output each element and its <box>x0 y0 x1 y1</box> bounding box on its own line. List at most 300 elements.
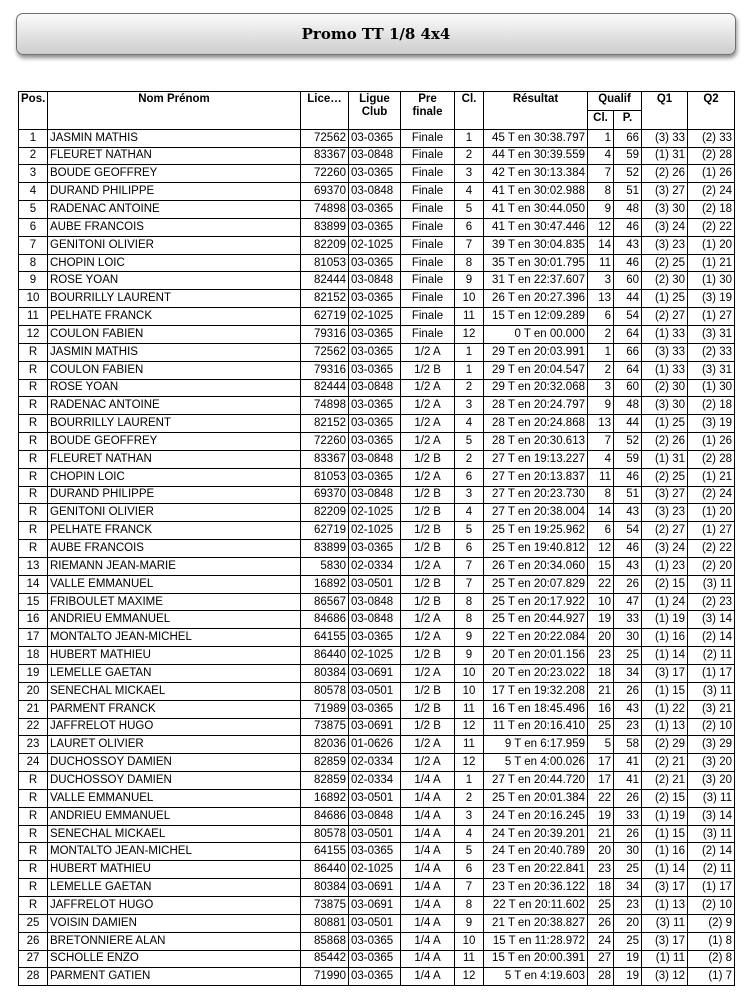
cell-cl: 3 <box>455 486 484 504</box>
cell-name: BOUDE GEOFFREY <box>48 433 301 451</box>
cell-cl: 5 <box>455 433 484 451</box>
table-row <box>19 165 735 183</box>
cell-resultat: 17 T en 19:32.208 <box>484 682 588 700</box>
cell-name: ANDRIEU EMMANUEL <box>48 807 301 825</box>
cell-ligue-club: 03-0365 <box>349 165 401 183</box>
cell-name: VALLE EMMANUEL <box>48 789 301 807</box>
cell-qualif-cl: 9 <box>588 397 614 415</box>
cell-qualif-p: 19 <box>614 968 642 986</box>
cell-cl: 10 <box>455 682 484 700</box>
cell-name: FRIBOULET MAXIME <box>48 593 301 611</box>
cell-name: BOURRILLY LAURENT <box>48 415 301 433</box>
cell-ligue-club: 03-0365 <box>349 700 401 718</box>
cell-cl: 7 <box>455 879 484 897</box>
header-resultat: Résultat <box>484 92 588 130</box>
cell-resultat: 21 T en 20:38.827 <box>484 914 588 932</box>
cell-phase: Finale <box>401 147 455 165</box>
cell-pos: 17 <box>19 629 48 647</box>
cell-pos: 12 <box>19 325 48 343</box>
cell-cl: 10 <box>455 665 484 683</box>
cell-cl: 4 <box>455 825 484 843</box>
cell-cl: 9 <box>455 272 484 290</box>
cell-resultat: 29 T en 20:04.547 <box>484 361 588 379</box>
cell-cl: 8 <box>455 611 484 629</box>
cell-qualif-cl: 1 <box>588 129 614 147</box>
cell-qualif-cl: 3 <box>588 379 614 397</box>
cell-q1: (2) 21 <box>642 754 688 772</box>
table-row <box>19 379 735 397</box>
cell-name: DURAND PHILIPPE <box>48 486 301 504</box>
cell-q2: (3) 20 <box>688 754 735 772</box>
cell-qualif-p: 25 <box>614 932 642 950</box>
cell-pos: 9 <box>19 272 48 290</box>
cell-licence: 85442 <box>301 950 349 968</box>
cell-pos: R <box>19 879 48 897</box>
cell-qualif-p: 58 <box>614 736 642 754</box>
cell-qualif-cl: 20 <box>588 629 614 647</box>
cell-qualif-p: 30 <box>614 843 642 861</box>
cell-name: VALLE EMMANUEL <box>48 575 301 593</box>
cell-qualif-cl: 13 <box>588 290 614 308</box>
cell-name: PELHATE FRANCK <box>48 522 301 540</box>
cell-pos: R <box>19 450 48 468</box>
cell-q1: (1) 19 <box>642 611 688 629</box>
cell-name: DURAND PHILIPPE <box>48 183 301 201</box>
cell-phase: 1/2 B <box>401 682 455 700</box>
cell-qualif-cl: 11 <box>588 254 614 272</box>
cell-q2: (2) 8 <box>688 950 735 968</box>
cell-qualif-p: 44 <box>614 415 642 433</box>
table-row <box>19 896 735 914</box>
cell-name: ANDRIEU EMMANUEL <box>48 611 301 629</box>
cell-phase: 1/4 A <box>401 843 455 861</box>
cell-resultat: 25 T en 20:44.927 <box>484 611 588 629</box>
cell-q2: (2) 24 <box>688 183 735 201</box>
cell-licence: 71989 <box>301 700 349 718</box>
cell-qualif-cl: 28 <box>588 968 614 986</box>
cell-licence: 64155 <box>301 629 349 647</box>
header-q1: Q1 <box>642 92 688 130</box>
cell-phase: 1/2 A <box>401 468 455 486</box>
cell-qualif-cl: 23 <box>588 861 614 879</box>
cell-phase: Finale <box>401 129 455 147</box>
cell-name: COULON FABIEN <box>48 361 301 379</box>
cell-name: BRETONNIERE ALAN <box>48 932 301 950</box>
cell-licence: 82152 <box>301 290 349 308</box>
cell-licence: 71990 <box>301 968 349 986</box>
cell-phase: 1/4 A <box>401 914 455 932</box>
cell-q1: (3) 27 <box>642 183 688 201</box>
cell-licence: 86440 <box>301 647 349 665</box>
cell-q1: (2) 30 <box>642 272 688 290</box>
cell-q1: (1) 16 <box>642 843 688 861</box>
cell-pos: 6 <box>19 218 48 236</box>
cell-name: MONTALTO JEAN-MICHEL <box>48 843 301 861</box>
cell-phase: 1/2 B <box>401 700 455 718</box>
cell-cl: 12 <box>455 754 484 772</box>
cell-q1: (3) 17 <box>642 932 688 950</box>
cell-q1: (1) 15 <box>642 825 688 843</box>
cell-q2: (3) 11 <box>688 682 735 700</box>
cell-q2: (3) 11 <box>688 789 735 807</box>
cell-resultat: 27 T en 20:44.720 <box>484 772 588 790</box>
cell-licence: 84686 <box>301 807 349 825</box>
table-row <box>19 201 735 219</box>
cell-qualif-cl: 22 <box>588 789 614 807</box>
table-row <box>19 807 735 825</box>
cell-name: FLEURET NATHAN <box>48 147 301 165</box>
table-row <box>19 343 735 361</box>
cell-licence: 72260 <box>301 165 349 183</box>
cell-qualif-cl: 27 <box>588 950 614 968</box>
table-row <box>19 825 735 843</box>
cell-ligue-club: 03-0365 <box>349 325 401 343</box>
cell-qualif-cl: 5 <box>588 736 614 754</box>
cell-qualif-cl: 2 <box>588 361 614 379</box>
cell-phase: Finale <box>401 290 455 308</box>
cell-qualif-cl: 8 <box>588 183 614 201</box>
cell-qualif-p: 20 <box>614 914 642 932</box>
cell-qualif-cl: 24 <box>588 932 614 950</box>
cell-name: AUBE FRANCOIS <box>48 218 301 236</box>
cell-pos: 19 <box>19 665 48 683</box>
cell-cl: 3 <box>455 807 484 825</box>
cell-pos: R <box>19 825 48 843</box>
cell-cl: 8 <box>455 593 484 611</box>
cell-name: HUBERT MATHIEU <box>48 861 301 879</box>
cell-cl: 3 <box>455 165 484 183</box>
cell-licence: 82444 <box>301 272 349 290</box>
cell-name: LEMELLE GAETAN <box>48 665 301 683</box>
cell-name: AUBE FRANCOIS <box>48 540 301 558</box>
cell-q2: (1) 26 <box>688 433 735 451</box>
cell-cl: 4 <box>455 504 484 522</box>
cell-q2: (3) 11 <box>688 825 735 843</box>
table-row <box>19 486 735 504</box>
cell-licence: 83367 <box>301 147 349 165</box>
cell-ligue-club: 03-0848 <box>349 486 401 504</box>
cell-pos: 5 <box>19 201 48 219</box>
cell-licence: 64155 <box>301 843 349 861</box>
table-row <box>19 290 735 308</box>
cell-qualif-p: 66 <box>614 343 642 361</box>
cell-resultat: 28 T en 20:24.797 <box>484 397 588 415</box>
cell-pos: 23 <box>19 736 48 754</box>
cell-phase: 1/2 A <box>401 611 455 629</box>
cell-qualif-cl: 26 <box>588 914 614 932</box>
cell-ligue-club: 03-0365 <box>349 397 401 415</box>
cell-cl: 9 <box>455 914 484 932</box>
cell-pos: R <box>19 843 48 861</box>
table-row <box>19 433 735 451</box>
cell-qualif-p: 46 <box>614 468 642 486</box>
cell-qualif-p: 60 <box>614 272 642 290</box>
cell-resultat: 16 T en 18:45.496 <box>484 700 588 718</box>
cell-qualif-p: 26 <box>614 789 642 807</box>
cell-licence: 82209 <box>301 236 349 254</box>
cell-name: HUBERT MATHIEU <box>48 647 301 665</box>
cell-qualif-cl: 11 <box>588 468 614 486</box>
cell-ligue-club: 03-0365 <box>349 932 401 950</box>
table-row <box>19 914 735 932</box>
cell-qualif-p: 66 <box>614 129 642 147</box>
cell-name: MONTALTO JEAN-MICHEL <box>48 629 301 647</box>
cell-licence: 80881 <box>301 914 349 932</box>
cell-qualif-p: 51 <box>614 183 642 201</box>
table-row <box>19 682 735 700</box>
cell-q2: (2) 11 <box>688 861 735 879</box>
cell-resultat: 29 T en 20:32.068 <box>484 379 588 397</box>
cell-qualif-cl: 4 <box>588 450 614 468</box>
cell-q2: (3) 20 <box>688 772 735 790</box>
cell-qualif-cl: 12 <box>588 218 614 236</box>
cell-qualif-p: 64 <box>614 361 642 379</box>
cell-pos: 27 <box>19 950 48 968</box>
header-pre-finale: Pre finale <box>401 92 455 130</box>
cell-q2: (3) 11 <box>688 575 735 593</box>
cell-name: SENECHAL MICKAEL <box>48 682 301 700</box>
cell-licence: 73875 <box>301 896 349 914</box>
cell-qualif-p: 26 <box>614 682 642 700</box>
cell-pos: R <box>19 807 48 825</box>
cell-ligue-club: 03-0691 <box>349 665 401 683</box>
cell-q2: (1) 21 <box>688 254 735 272</box>
cell-ligue-club: 02-1025 <box>349 236 401 254</box>
table-row <box>19 772 735 790</box>
cell-phase: 1/4 A <box>401 950 455 968</box>
cell-phase: 1/4 A <box>401 807 455 825</box>
cell-licence: 80578 <box>301 825 349 843</box>
page-title-bar <box>16 13 736 55</box>
cell-phase: 1/2 A <box>401 754 455 772</box>
table-row <box>19 593 735 611</box>
cell-qualif-cl: 12 <box>588 540 614 558</box>
cell-licence: 74898 <box>301 201 349 219</box>
cell-resultat: 5 T en 4:00.026 <box>484 754 588 772</box>
cell-q2: (2) 18 <box>688 397 735 415</box>
cell-ligue-club: 03-0365 <box>349 629 401 647</box>
cell-pos: R <box>19 789 48 807</box>
cell-name: PARMENT FRANCK <box>48 700 301 718</box>
cell-resultat: 24 T en 20:39.201 <box>484 825 588 843</box>
cell-ligue-club: 03-0691 <box>349 896 401 914</box>
cell-phase: 1/2 B <box>401 540 455 558</box>
cell-qualif-p: 33 <box>614 807 642 825</box>
cell-phase: 1/2 A <box>401 629 455 647</box>
cell-name: JAFFRELOT HUGO <box>48 718 301 736</box>
cell-q2: (1) 7 <box>688 968 735 986</box>
cell-q1: (1) 31 <box>642 450 688 468</box>
table-row <box>19 272 735 290</box>
cell-name: BOURRILLY LAURENT <box>48 290 301 308</box>
cell-licence: 69370 <box>301 183 349 201</box>
cell-ligue-club: 03-0501 <box>349 575 401 593</box>
cell-phase: 1/4 A <box>401 896 455 914</box>
cell-ligue-club: 03-0365 <box>349 950 401 968</box>
cell-name: VOISIN DAMIEN <box>48 914 301 932</box>
cell-cl: 8 <box>455 254 484 272</box>
cell-qualif-p: 52 <box>614 165 642 183</box>
cell-resultat: 28 T en 20:30.613 <box>484 433 588 451</box>
cell-pos: R <box>19 415 48 433</box>
cell-pos: R <box>19 896 48 914</box>
cell-cl: 5 <box>455 522 484 540</box>
cell-pos: R <box>19 361 48 379</box>
cell-q1: (1) 22 <box>642 700 688 718</box>
cell-q2: (3) 14 <box>688 611 735 629</box>
cell-q2: (1) 26 <box>688 165 735 183</box>
cell-qualif-p: 43 <box>614 557 642 575</box>
cell-q1: (1) 13 <box>642 718 688 736</box>
cell-cl: 6 <box>455 468 484 486</box>
cell-q1: (3) 30 <box>642 397 688 415</box>
table-row <box>19 736 735 754</box>
cell-phase: 1/2 B <box>401 361 455 379</box>
cell-pos: 25 <box>19 914 48 932</box>
cell-licence: 80578 <box>301 682 349 700</box>
cell-licence: 80384 <box>301 879 349 897</box>
cell-qualif-p: 26 <box>614 575 642 593</box>
cell-q2: (1) 20 <box>688 504 735 522</box>
cell-qualif-p: 43 <box>614 700 642 718</box>
cell-cl: 2 <box>455 379 484 397</box>
cell-ligue-club: 02-0334 <box>349 557 401 575</box>
cell-cl: 1 <box>455 129 484 147</box>
cell-pos: R <box>19 433 48 451</box>
cell-resultat: 15 T en 20:00.391 <box>484 950 588 968</box>
cell-ligue-club: 03-0365 <box>349 254 401 272</box>
cell-q2: (2) 9 <box>688 914 735 932</box>
cell-pos: 26 <box>19 932 48 950</box>
cell-pos: R <box>19 379 48 397</box>
cell-licence: 62719 <box>301 522 349 540</box>
cell-qualif-cl: 16 <box>588 700 614 718</box>
cell-phase: 1/4 A <box>401 789 455 807</box>
cell-qualif-cl: 14 <box>588 504 614 522</box>
cell-licence: 82152 <box>301 415 349 433</box>
cell-licence: 80384 <box>301 665 349 683</box>
cell-qualif-p: 52 <box>614 433 642 451</box>
cell-pos: 11 <box>19 308 48 326</box>
cell-phase: 1/4 A <box>401 861 455 879</box>
cell-pos: R <box>19 504 48 522</box>
cell-qualif-cl: 20 <box>588 843 614 861</box>
cell-cl: 9 <box>455 647 484 665</box>
cell-q2: (3) 19 <box>688 415 735 433</box>
cell-ligue-club: 03-0691 <box>349 718 401 736</box>
cell-q1: (2) 26 <box>642 433 688 451</box>
page-title: Promo TT 1/8 4x4 <box>301 25 451 43</box>
cell-licence: 72260 <box>301 433 349 451</box>
cell-ligue-club: 02-0334 <box>349 772 401 790</box>
header-qualif-p: P. <box>614 110 642 129</box>
cell-name: ROSE YOAN <box>48 379 301 397</box>
cell-phase: 1/2 A <box>401 433 455 451</box>
cell-ligue-club: 02-1025 <box>349 308 401 326</box>
cell-ligue-club: 03-0365 <box>349 843 401 861</box>
cell-pos: 10 <box>19 290 48 308</box>
cell-qualif-p: 59 <box>614 450 642 468</box>
cell-qualif-cl: 19 <box>588 611 614 629</box>
header-cl: Cl. <box>455 92 484 130</box>
cell-qualif-p: 54 <box>614 308 642 326</box>
cell-cl: 10 <box>455 290 484 308</box>
cell-ligue-club: 03-0848 <box>349 807 401 825</box>
cell-resultat: 25 T en 19:40.812 <box>484 540 588 558</box>
table-row <box>19 557 735 575</box>
cell-q2: (2) 11 <box>688 647 735 665</box>
cell-qualif-cl: 25 <box>588 896 614 914</box>
table-row <box>19 522 735 540</box>
header-qualif-cl: Cl. <box>588 110 614 129</box>
cell-resultat: 27 T en 19:13.227 <box>484 450 588 468</box>
cell-q2: (3) 29 <box>688 736 735 754</box>
cell-q2: (2) 18 <box>688 201 735 219</box>
cell-licence: 5830 <box>301 557 349 575</box>
cell-phase: Finale <box>401 272 455 290</box>
table-row <box>19 183 735 201</box>
cell-resultat: 22 T en 20:22.084 <box>484 629 588 647</box>
cell-q2: (2) 28 <box>688 450 735 468</box>
cell-qualif-p: 48 <box>614 201 642 219</box>
cell-q2: (3) 14 <box>688 807 735 825</box>
cell-name: SENECHAL MICKAEL <box>48 825 301 843</box>
cell-cl: 3 <box>455 397 484 415</box>
header-ligue-club: Ligue Club <box>349 92 401 130</box>
cell-qualif-cl: 25 <box>588 718 614 736</box>
cell-q1: (2) 26 <box>642 165 688 183</box>
table-row <box>19 665 735 683</box>
cell-q1: (3) 23 <box>642 236 688 254</box>
cell-qualif-cl: 19 <box>588 807 614 825</box>
cell-qualif-p: 46 <box>614 218 642 236</box>
cell-q2: (1) 30 <box>688 272 735 290</box>
cell-pos: R <box>19 861 48 879</box>
cell-ligue-club: 03-0501 <box>349 789 401 807</box>
cell-licence: 16892 <box>301 575 349 593</box>
cell-pos: R <box>19 522 48 540</box>
cell-q1: (3) 11 <box>642 914 688 932</box>
cell-name: GENITONI OLIVIER <box>48 236 301 254</box>
cell-ligue-club: 03-0848 <box>349 272 401 290</box>
cell-cl: 12 <box>455 718 484 736</box>
cell-qualif-p: 19 <box>614 950 642 968</box>
cell-licence: 82444 <box>301 379 349 397</box>
cell-ligue-club: 03-0848 <box>349 183 401 201</box>
cell-q1: (1) 31 <box>642 147 688 165</box>
cell-qualif-p: 26 <box>614 825 642 843</box>
cell-q2: (1) 30 <box>688 379 735 397</box>
header-q2: Q2 <box>688 92 735 130</box>
cell-qualif-p: 48 <box>614 397 642 415</box>
cell-q2: (2) 22 <box>688 218 735 236</box>
cell-phase: 1/2 B <box>401 522 455 540</box>
cell-cl: 8 <box>455 896 484 914</box>
cell-pos: 4 <box>19 183 48 201</box>
cell-qualif-p: 44 <box>614 290 642 308</box>
cell-licence: 85868 <box>301 932 349 950</box>
table-row <box>19 789 735 807</box>
cell-name: LEMELLE GAETAN <box>48 879 301 897</box>
cell-qualif-p: 23 <box>614 718 642 736</box>
cell-qualif-cl: 1 <box>588 343 614 361</box>
cell-qualif-p: 33 <box>614 611 642 629</box>
cell-qualif-cl: 21 <box>588 825 614 843</box>
cell-resultat: 42 T en 30:13.384 <box>484 165 588 183</box>
cell-q2: (2) 24 <box>688 486 735 504</box>
cell-name: PARMENT GATIEN <box>48 968 301 986</box>
cell-qualif-cl: 23 <box>588 647 614 665</box>
